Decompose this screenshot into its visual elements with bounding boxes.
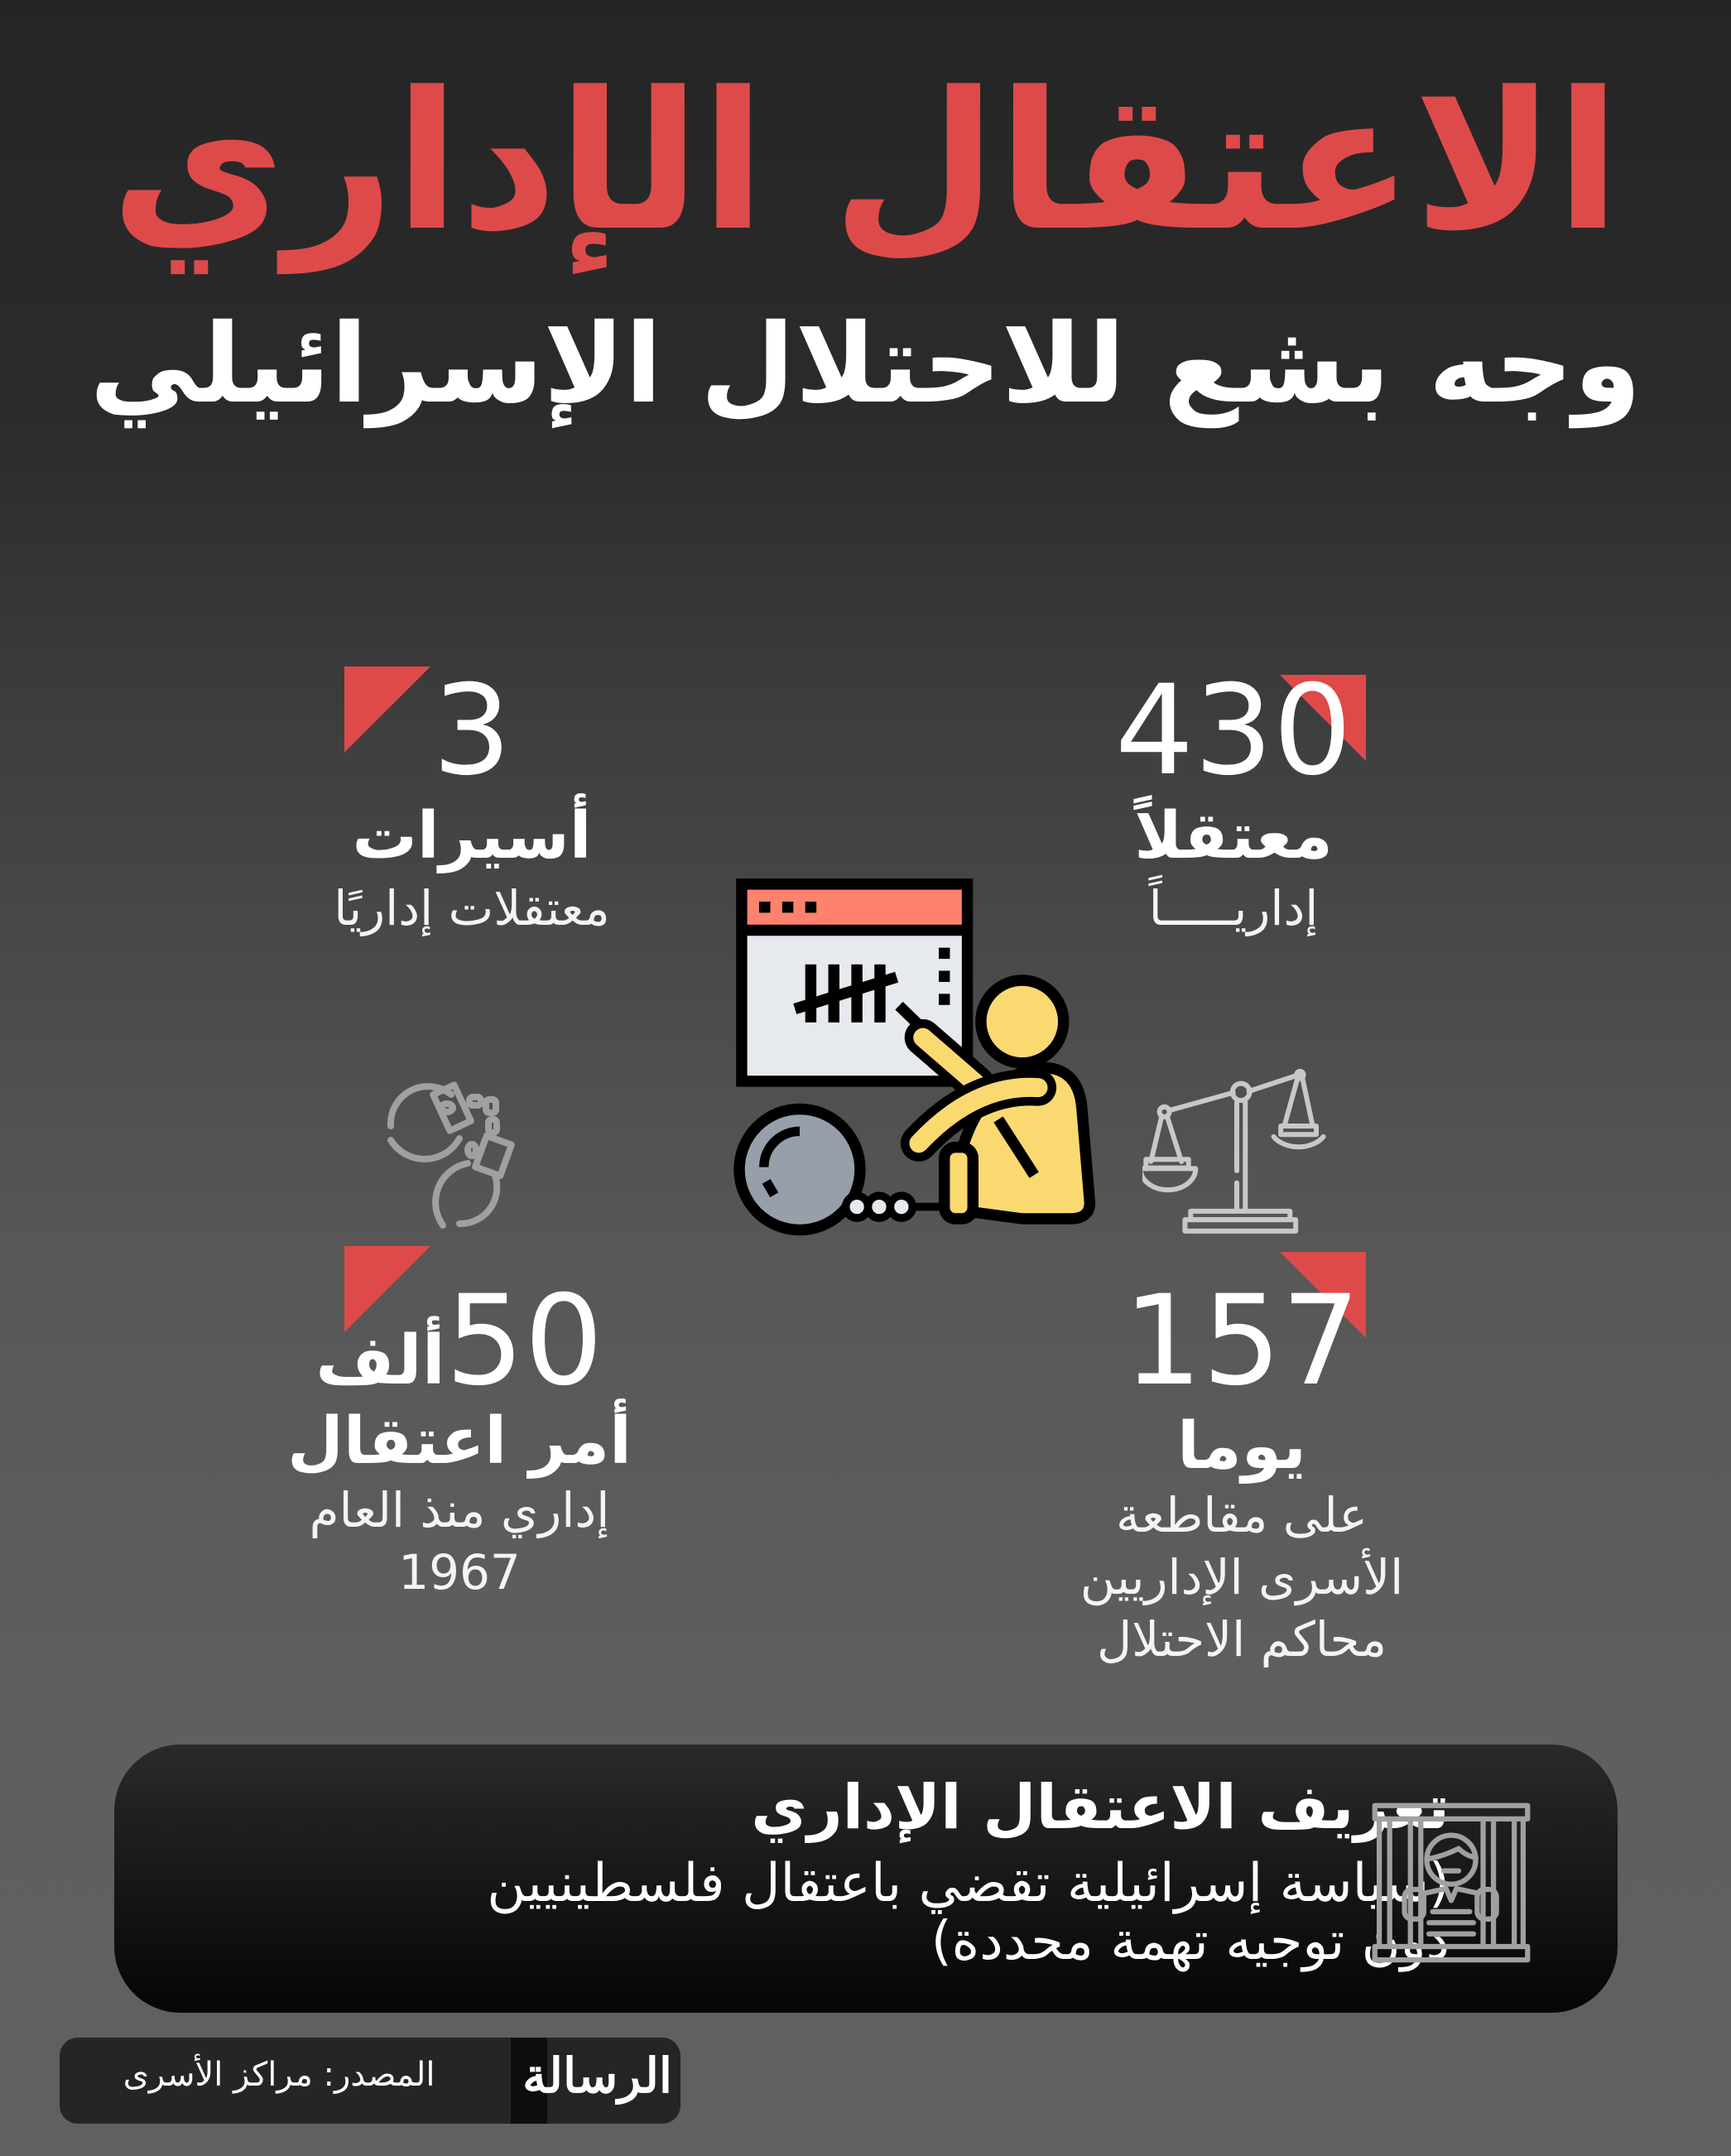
- definition-text-line2: دون توجيه تهمة محددة): [930, 1911, 1450, 1973]
- source-bar: [60, 2038, 680, 2124]
- prisoner-behind-bars-icon: [1366, 1797, 1544, 1975]
- stat-boycott-desc-line2: الأسرى الإداريين: [1079, 1549, 1404, 1606]
- scales-of-justice-icon: [1142, 1064, 1341, 1238]
- brand-logo: الرسالة: [522, 2048, 672, 2104]
- stat-boycott-number: 157: [1123, 1269, 1361, 1413]
- stat-orders-desc-line1: إداري منذ العام: [309, 1481, 610, 1538]
- page-subtitle: وجه بشع للاحتلال الإسرائيلي: [89, 301, 1642, 428]
- stat-detainees-desc: إداريـــــاً: [1148, 879, 1319, 936]
- stat-orders-number: 50: [445, 1269, 603, 1413]
- stat-orders-number-row: [265, 1269, 654, 1413]
- stat-women-label: أسيرات: [352, 799, 592, 873]
- stat-boycott-desc-line1: على مقاطعة: [1116, 1486, 1368, 1543]
- stat-boycott: [1068, 1269, 1416, 1672]
- stat-detainees-number: 430: [1114, 659, 1353, 803]
- stat-orders-desc-line2: 1967: [398, 1544, 521, 1601]
- definition-title: تعريف الاعتقال الإداري: [751, 1772, 1450, 1843]
- prisoner-tally-ball-chain-icon: [720, 865, 1118, 1254]
- stat-orders-suffix: ألف: [315, 1321, 445, 1400]
- stat-women-number: 3: [432, 659, 512, 803]
- stat-orders-label: أمر اعتقال: [287, 1404, 632, 1479]
- stat-orders: [265, 1269, 654, 1604]
- stat-detainees-label: معتقلاً: [1134, 799, 1333, 873]
- source-text: المصدر: مراكز الأسرى: [123, 2056, 435, 2094]
- stat-women-desc: معتقلات إداريًا: [334, 879, 610, 936]
- handcuffs-icon: [381, 1076, 546, 1234]
- definition-text-line1: (سياسة إسرائيلية تقضي باعتقال فلسطينيين: [487, 1853, 1450, 1914]
- page-title: الاعتقال الإداري: [110, 52, 1621, 273]
- definition-text: [208, 1855, 1450, 1971]
- stat-boycott-label: يوما: [1177, 1409, 1306, 1484]
- stat-boycott-desc-line3: محاكم الاحتلال: [1096, 1611, 1387, 1668]
- stat-women: [273, 659, 671, 940]
